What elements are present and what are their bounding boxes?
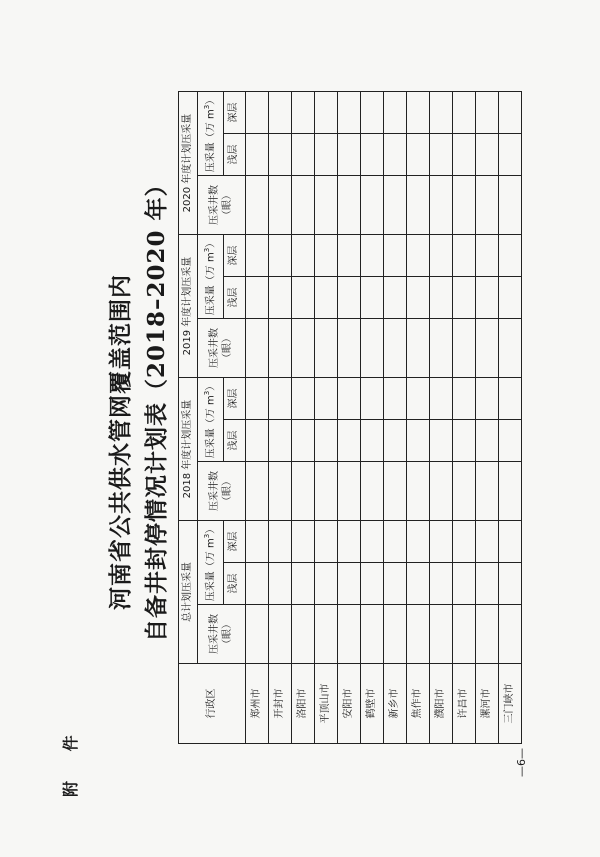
- data-cell: [361, 235, 384, 277]
- data-cell: [407, 235, 430, 277]
- data-cell: [269, 235, 292, 277]
- data-cell: [246, 605, 269, 664]
- wells-header-line2: （眼）: [221, 476, 233, 506]
- data-cell: [292, 319, 315, 378]
- data-cell: [476, 319, 499, 378]
- data-cell: [384, 277, 407, 319]
- data-cell: [476, 176, 499, 235]
- wells-header: [198, 605, 246, 664]
- data-cell: [430, 420, 453, 462]
- data-cell: [430, 605, 453, 664]
- volume-unit-superscript: 3: [203, 104, 212, 110]
- wells-header-line1: 压采井数: [209, 471, 220, 511]
- data-cell: [407, 521, 430, 563]
- data-cell: [476, 563, 499, 605]
- data-cell: [246, 420, 269, 462]
- plan-table: [178, 91, 522, 744]
- region-cell: 许昌市: [453, 664, 476, 744]
- data-cell: [430, 92, 453, 134]
- data-cell: [269, 420, 292, 462]
- volume-header-close: ）: [205, 237, 217, 248]
- data-cell: [315, 605, 338, 664]
- data-cell: [407, 319, 430, 378]
- region-cell: 郑州市: [246, 664, 269, 744]
- data-cell: [361, 605, 384, 664]
- data-cell: [476, 235, 499, 277]
- table-row: [315, 92, 338, 744]
- data-cell: [361, 420, 384, 462]
- group-header: 2019 年度计划压采量: [179, 235, 198, 378]
- data-cell: [407, 420, 430, 462]
- data-cell: [246, 134, 269, 176]
- shallow-header: 浅层: [224, 277, 246, 319]
- title-line-2: 自备井封停情况计划表（2018–2020 年）: [143, 172, 170, 642]
- data-cell: [499, 521, 522, 563]
- data-cell: [315, 277, 338, 319]
- data-cell: [269, 462, 292, 521]
- data-cell: [246, 563, 269, 605]
- data-cell: [453, 563, 476, 605]
- deep-header: 深层: [224, 235, 246, 277]
- table-row: [292, 92, 315, 744]
- data-cell: [361, 378, 384, 420]
- data-cell: [453, 134, 476, 176]
- data-cell: [338, 134, 361, 176]
- data-cell: [269, 378, 292, 420]
- data-cell: [292, 462, 315, 521]
- wells-header-line2: （眼）: [221, 333, 233, 363]
- data-cell: [430, 563, 453, 605]
- wells-header: [198, 176, 246, 235]
- data-cell: [292, 134, 315, 176]
- data-cell: [338, 605, 361, 664]
- data-cell: [292, 521, 315, 563]
- data-cell: [269, 605, 292, 664]
- data-cell: [338, 521, 361, 563]
- region-cell: 新乡市: [384, 664, 407, 744]
- data-cell: [430, 176, 453, 235]
- data-cell: [361, 462, 384, 521]
- wells-header-line2: （眼）: [221, 190, 233, 220]
- data-cell: [476, 605, 499, 664]
- region-cell: 洛阳市: [292, 664, 315, 744]
- volume-header-text: 压采量（万 m: [205, 538, 217, 602]
- data-cell: [384, 521, 407, 563]
- wells-header: [198, 462, 246, 521]
- data-cell: [315, 521, 338, 563]
- data-cell: [315, 563, 338, 605]
- data-cell: [361, 92, 384, 134]
- data-cell: [361, 134, 384, 176]
- data-cell: [292, 277, 315, 319]
- data-cell: [361, 319, 384, 378]
- volume-header-close: ）: [205, 94, 217, 105]
- group-header: 总计划压采量: [179, 521, 198, 664]
- data-cell: [292, 563, 315, 605]
- data-cell: [246, 235, 269, 277]
- data-cell: [269, 563, 292, 605]
- data-cell: [384, 605, 407, 664]
- volume-header: [198, 378, 224, 462]
- wells-header-line1: 压采井数: [209, 614, 220, 654]
- data-cell: [246, 462, 269, 521]
- data-cell: [499, 92, 522, 134]
- data-cell: [430, 462, 453, 521]
- shallow-header: 浅层: [224, 134, 246, 176]
- data-cell: [269, 277, 292, 319]
- volume-header: [198, 235, 224, 319]
- data-cell: [384, 235, 407, 277]
- data-cell: [407, 134, 430, 176]
- data-cell: [315, 235, 338, 277]
- data-cell: [361, 176, 384, 235]
- table-row: [476, 92, 499, 744]
- data-cell: [338, 462, 361, 521]
- data-cell: [246, 319, 269, 378]
- data-cell: [453, 319, 476, 378]
- data-cell: [361, 521, 384, 563]
- data-cell: [430, 521, 453, 563]
- table-row: [361, 92, 384, 744]
- data-cell: [315, 420, 338, 462]
- wells-header-line1: 压采井数: [209, 185, 220, 225]
- data-cell: [292, 176, 315, 235]
- data-cell: [407, 176, 430, 235]
- wells-header: [198, 319, 246, 378]
- data-cell: [430, 277, 453, 319]
- shallow-header: 浅层: [224, 420, 246, 462]
- page-number: —6—: [515, 748, 528, 777]
- data-cell: [476, 462, 499, 521]
- data-cell: [315, 378, 338, 420]
- volume-header-text: 压采量（万 m: [205, 252, 217, 316]
- data-cell: [453, 521, 476, 563]
- volume-unit-superscript: 3: [203, 247, 212, 253]
- volume-header-close: ）: [205, 380, 217, 391]
- data-cell: [315, 462, 338, 521]
- data-cell: [499, 319, 522, 378]
- volume-header: [198, 92, 224, 176]
- data-cell: [453, 235, 476, 277]
- data-cell: [499, 378, 522, 420]
- shallow-header: 浅层: [224, 563, 246, 605]
- data-cell: [499, 277, 522, 319]
- data-cell: [430, 235, 453, 277]
- data-cell: [407, 563, 430, 605]
- data-cell: [315, 134, 338, 176]
- data-cell: [384, 319, 407, 378]
- data-cell: [269, 319, 292, 378]
- data-cell: [384, 420, 407, 462]
- data-cell: [384, 462, 407, 521]
- table-row: [246, 92, 269, 744]
- region-cell: 平顶山市: [315, 664, 338, 744]
- data-cell: [407, 277, 430, 319]
- data-cell: [476, 521, 499, 563]
- data-cell: [453, 605, 476, 664]
- data-cell: [292, 420, 315, 462]
- volume-unit-superscript: 3: [203, 533, 212, 539]
- data-cell: [453, 92, 476, 134]
- data-cell: [292, 605, 315, 664]
- data-cell: [499, 462, 522, 521]
- region-cell: 三门峡市: [499, 664, 522, 744]
- group-header: 2020 年度计划压采量: [179, 92, 198, 235]
- data-cell: [384, 176, 407, 235]
- region-cell: 焦作市: [407, 664, 430, 744]
- data-cell: [499, 235, 522, 277]
- data-cell: [338, 176, 361, 235]
- data-cell: [315, 319, 338, 378]
- data-cell: [453, 378, 476, 420]
- data-cell: [430, 378, 453, 420]
- data-cell: [246, 521, 269, 563]
- volume-header-text: 压采量（万 m: [205, 109, 217, 173]
- data-cell: [338, 235, 361, 277]
- volume-header-text: 压采量（万 m: [205, 395, 217, 459]
- data-cell: [246, 277, 269, 319]
- region-cell: 漯河市: [476, 664, 499, 744]
- data-cell: [430, 134, 453, 176]
- data-cell: [384, 563, 407, 605]
- data-cell: [269, 134, 292, 176]
- data-cell: [476, 134, 499, 176]
- table-row: [407, 92, 430, 744]
- table-row: [384, 92, 407, 744]
- data-cell: [476, 277, 499, 319]
- data-cell: [338, 563, 361, 605]
- data-cell: [499, 420, 522, 462]
- data-cell: [453, 176, 476, 235]
- table-row: [430, 92, 453, 744]
- group-header: 2018 年度计划压采量: [179, 378, 198, 521]
- volume-header-close: ）: [205, 523, 217, 534]
- data-cell: [361, 563, 384, 605]
- data-cell: [292, 235, 315, 277]
- region-header: 行政区: [179, 664, 246, 744]
- title-line-1: 河南省公共供水管网覆盖范围内: [107, 274, 134, 610]
- data-cell: [338, 378, 361, 420]
- data-cell: [246, 378, 269, 420]
- data-cell: [246, 92, 269, 134]
- data-cell: [407, 92, 430, 134]
- data-cell: [269, 92, 292, 134]
- data-cell: [338, 92, 361, 134]
- data-cell: [499, 563, 522, 605]
- region-cell: 濮阳市: [430, 664, 453, 744]
- data-cell: [384, 378, 407, 420]
- data-cell: [453, 462, 476, 521]
- data-cell: [269, 176, 292, 235]
- data-cell: [338, 277, 361, 319]
- data-cell: [269, 521, 292, 563]
- data-cell: [453, 420, 476, 462]
- data-cell: [292, 92, 315, 134]
- data-cell: [499, 605, 522, 664]
- data-cell: [499, 176, 522, 235]
- table-row: [499, 92, 522, 744]
- data-cell: [407, 462, 430, 521]
- data-cell: [384, 134, 407, 176]
- data-cell: [292, 378, 315, 420]
- data-cell: [476, 420, 499, 462]
- data-cell: [453, 277, 476, 319]
- data-cell: [315, 176, 338, 235]
- data-cell: [315, 92, 338, 134]
- wells-header-line2: （眼）: [221, 619, 233, 649]
- data-cell: [430, 319, 453, 378]
- volume-header: [198, 521, 224, 605]
- data-cell: [338, 319, 361, 378]
- data-cell: [407, 378, 430, 420]
- table-row: [453, 92, 476, 744]
- attachment-label: 附 件: [61, 723, 80, 797]
- data-cell: [384, 92, 407, 134]
- data-cell: [476, 92, 499, 134]
- table-row: [338, 92, 361, 744]
- deep-header: 深层: [224, 521, 246, 563]
- data-cell: [338, 420, 361, 462]
- data-cell: [246, 176, 269, 235]
- data-cell: [499, 134, 522, 176]
- wells-header-line1: 压采井数: [209, 328, 220, 368]
- data-cell: [361, 277, 384, 319]
- table-row: [269, 92, 292, 744]
- volume-unit-superscript: 3: [203, 390, 212, 396]
- deep-header: 深层: [224, 92, 246, 134]
- region-cell: 安阳市: [338, 664, 361, 744]
- data-cell: [407, 605, 430, 664]
- region-cell: 鹤壁市: [361, 664, 384, 744]
- data-cell: [476, 378, 499, 420]
- region-cell: 开封市: [269, 664, 292, 744]
- deep-header: 深层: [224, 378, 246, 420]
